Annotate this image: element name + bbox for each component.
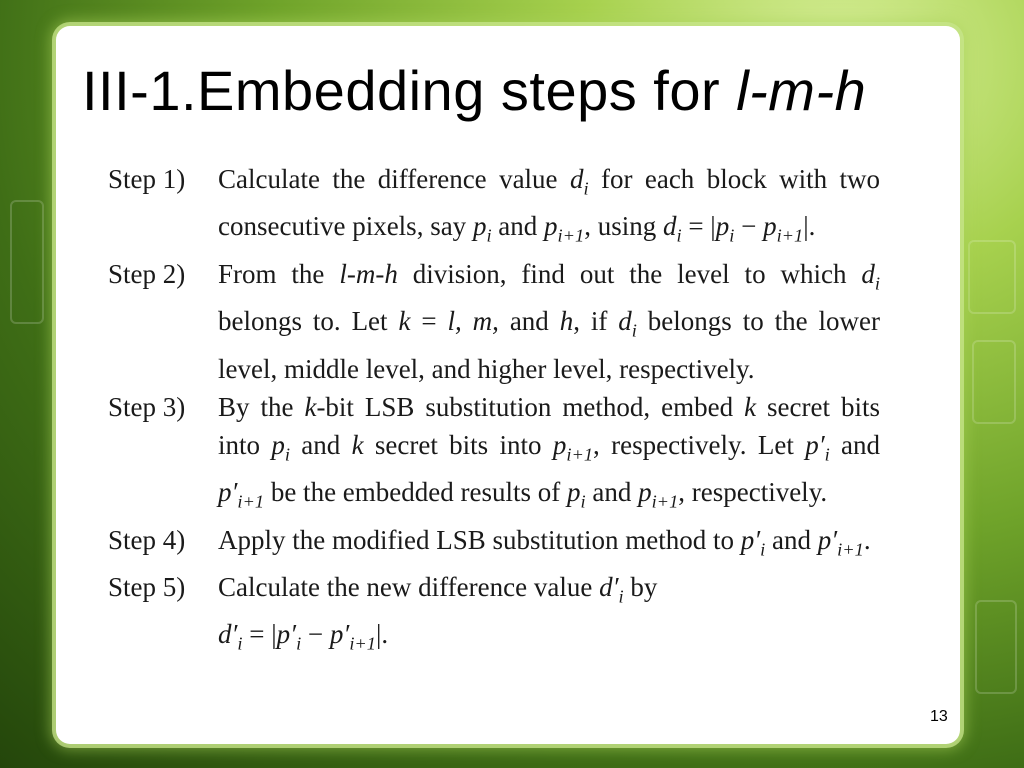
step-label: Step 4)	[108, 524, 186, 555]
step-label: Step 1)	[108, 164, 186, 194]
background-decoration	[975, 600, 1017, 694]
step-4	[108, 521, 884, 568]
step-2	[108, 255, 884, 388]
slide-title	[82, 58, 866, 123]
step-label: Step 3)	[108, 391, 186, 422]
step-1	[108, 160, 884, 255]
step-3	[108, 388, 884, 521]
step-text: Apply the modified LSB substitution method to $p'_i$ and $p'_{i+1}$.	[218, 524, 871, 559]
title-variable: l-m-h	[736, 59, 867, 122]
step-text: Calculate the new difference value $d'_i$ by $d'_i = |p'_i - p'_{i+1}|$.	[218, 571, 658, 654]
step-text: By the k-bit LSB substitution method, embed k secret bits into $p_i$ and k secret bits into $p_{i+1}$, respectively. Let $p'_i$ and $p'_{i+1}$ be the embedded results of $p_i$ and $p_{i+1}$, respectively.	[218, 391, 881, 512]
step-text: From the l-m-h division, find out the level to which $d_i$ belongs to. Let k = l, m, and h, if $d_i$ belongs to the lower level, middle level, and higher level, respectively.	[218, 258, 880, 384]
step-5	[108, 568, 884, 663]
background-decoration	[968, 240, 1016, 314]
step-label: Step 2)	[108, 258, 186, 289]
steps-image	[108, 160, 884, 738]
page-number: 13	[930, 708, 948, 725]
background-decoration	[10, 200, 44, 324]
background-decoration	[972, 340, 1016, 424]
title-text: III-1.Embedding steps for	[82, 59, 737, 122]
step-label: Step 5)	[108, 571, 186, 602]
step-text: Calculate the difference value $d_i$ for each block with two consecutive pixels, say $p_i$ and $p_{i+1}$, using $d_i = |p_i - p_{i+1}|$.	[218, 164, 881, 246]
